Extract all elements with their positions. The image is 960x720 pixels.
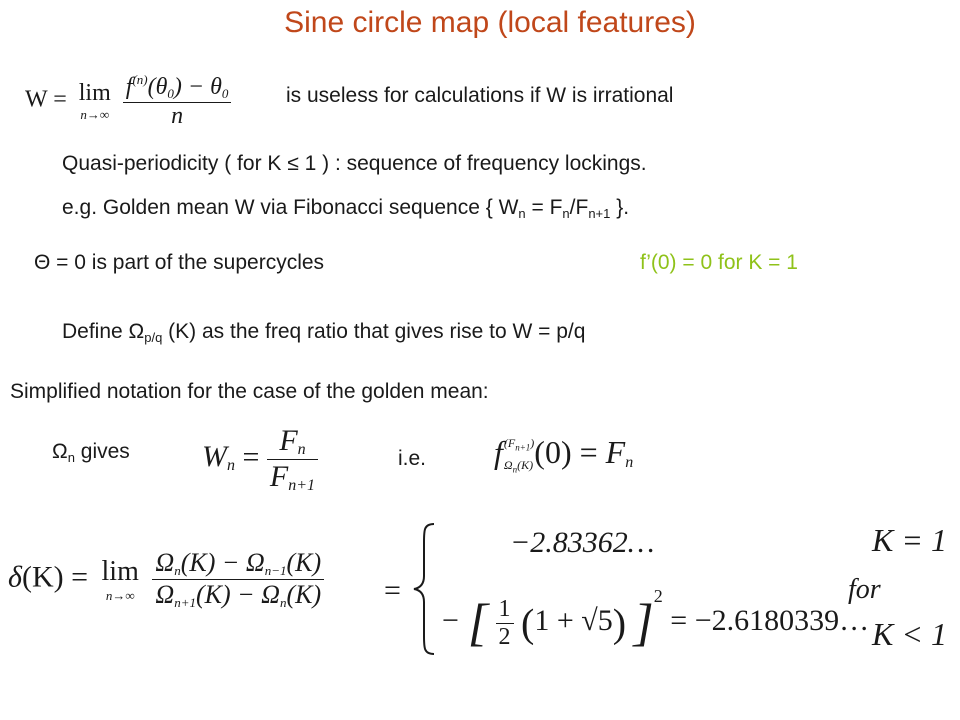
omega-gives-text: $\Omega_n$ gives <box>52 440 130 465</box>
case-two-expression: − [ $\frac{1}{2}$ (1 + √5) ]$^2$ = −2.6180339… <box>440 586 870 652</box>
golden-mean-text: e.g. Golden mean W via Fibonacci sequence { $W_n = F_n/F_{n+1}$ }. <box>62 196 630 221</box>
page-title: Sine circle map (local features) <box>284 6 696 39</box>
eq-w-lhs: W = <box>25 86 67 113</box>
fixed-point-equation: f $(F_{n+1})$ $\Omega_n(K)$ $(0) = F_n$ <box>494 434 634 475</box>
cases-brace <box>410 522 440 656</box>
supercycles-text: Θ = 0 is part of the supercycles <box>34 251 325 274</box>
wn-fibonacci-equation: $W_n$ = $\frac{F_n}{F_{n+1}}$ <box>202 424 318 495</box>
for-label: for <box>848 574 881 605</box>
winding-number-equation <box>25 72 231 130</box>
condition-k-equals-1: K = 1 <box>872 522 947 558</box>
eq-w-fraction: $\frac{f^{(n)}(\theta_0) - \theta_0}{n}$ <box>123 72 232 130</box>
delta-equals: = <box>384 574 401 607</box>
useless-statement: is useless for calculations if W is irrational <box>286 84 674 107</box>
ie-text: i.e. <box>398 447 427 470</box>
eq-w-limit: lim n→∞ <box>78 79 111 122</box>
left-bracket: [ <box>467 594 488 652</box>
condition-k-less-1: K < 1 <box>872 616 947 652</box>
delta-equation: δ(K) = lim n→∞ $\frac{\Omega_n(K) - \Omega_{n-1}(K)}{\Omega_{n+1}(K) - \Omega_n(K)}$ <box>8 548 324 611</box>
simplified-notation-text: Simplified notation for the case of the golden mean: <box>10 380 489 403</box>
derivative-note: f’(0) = 0 for K = 1 <box>640 251 798 274</box>
right-bracket: ] <box>633 594 654 652</box>
define-omega-text: Define $\Omega_{p/q}$ (K) as the freq ratio that gives rise to W = p/q <box>62 320 586 345</box>
quasi-periodicity-text: Quasi-periodicity ( for K ≤ 1 ) : sequence of frequency lockings. <box>62 152 647 175</box>
case-one-value: −2.83362… <box>510 526 655 559</box>
